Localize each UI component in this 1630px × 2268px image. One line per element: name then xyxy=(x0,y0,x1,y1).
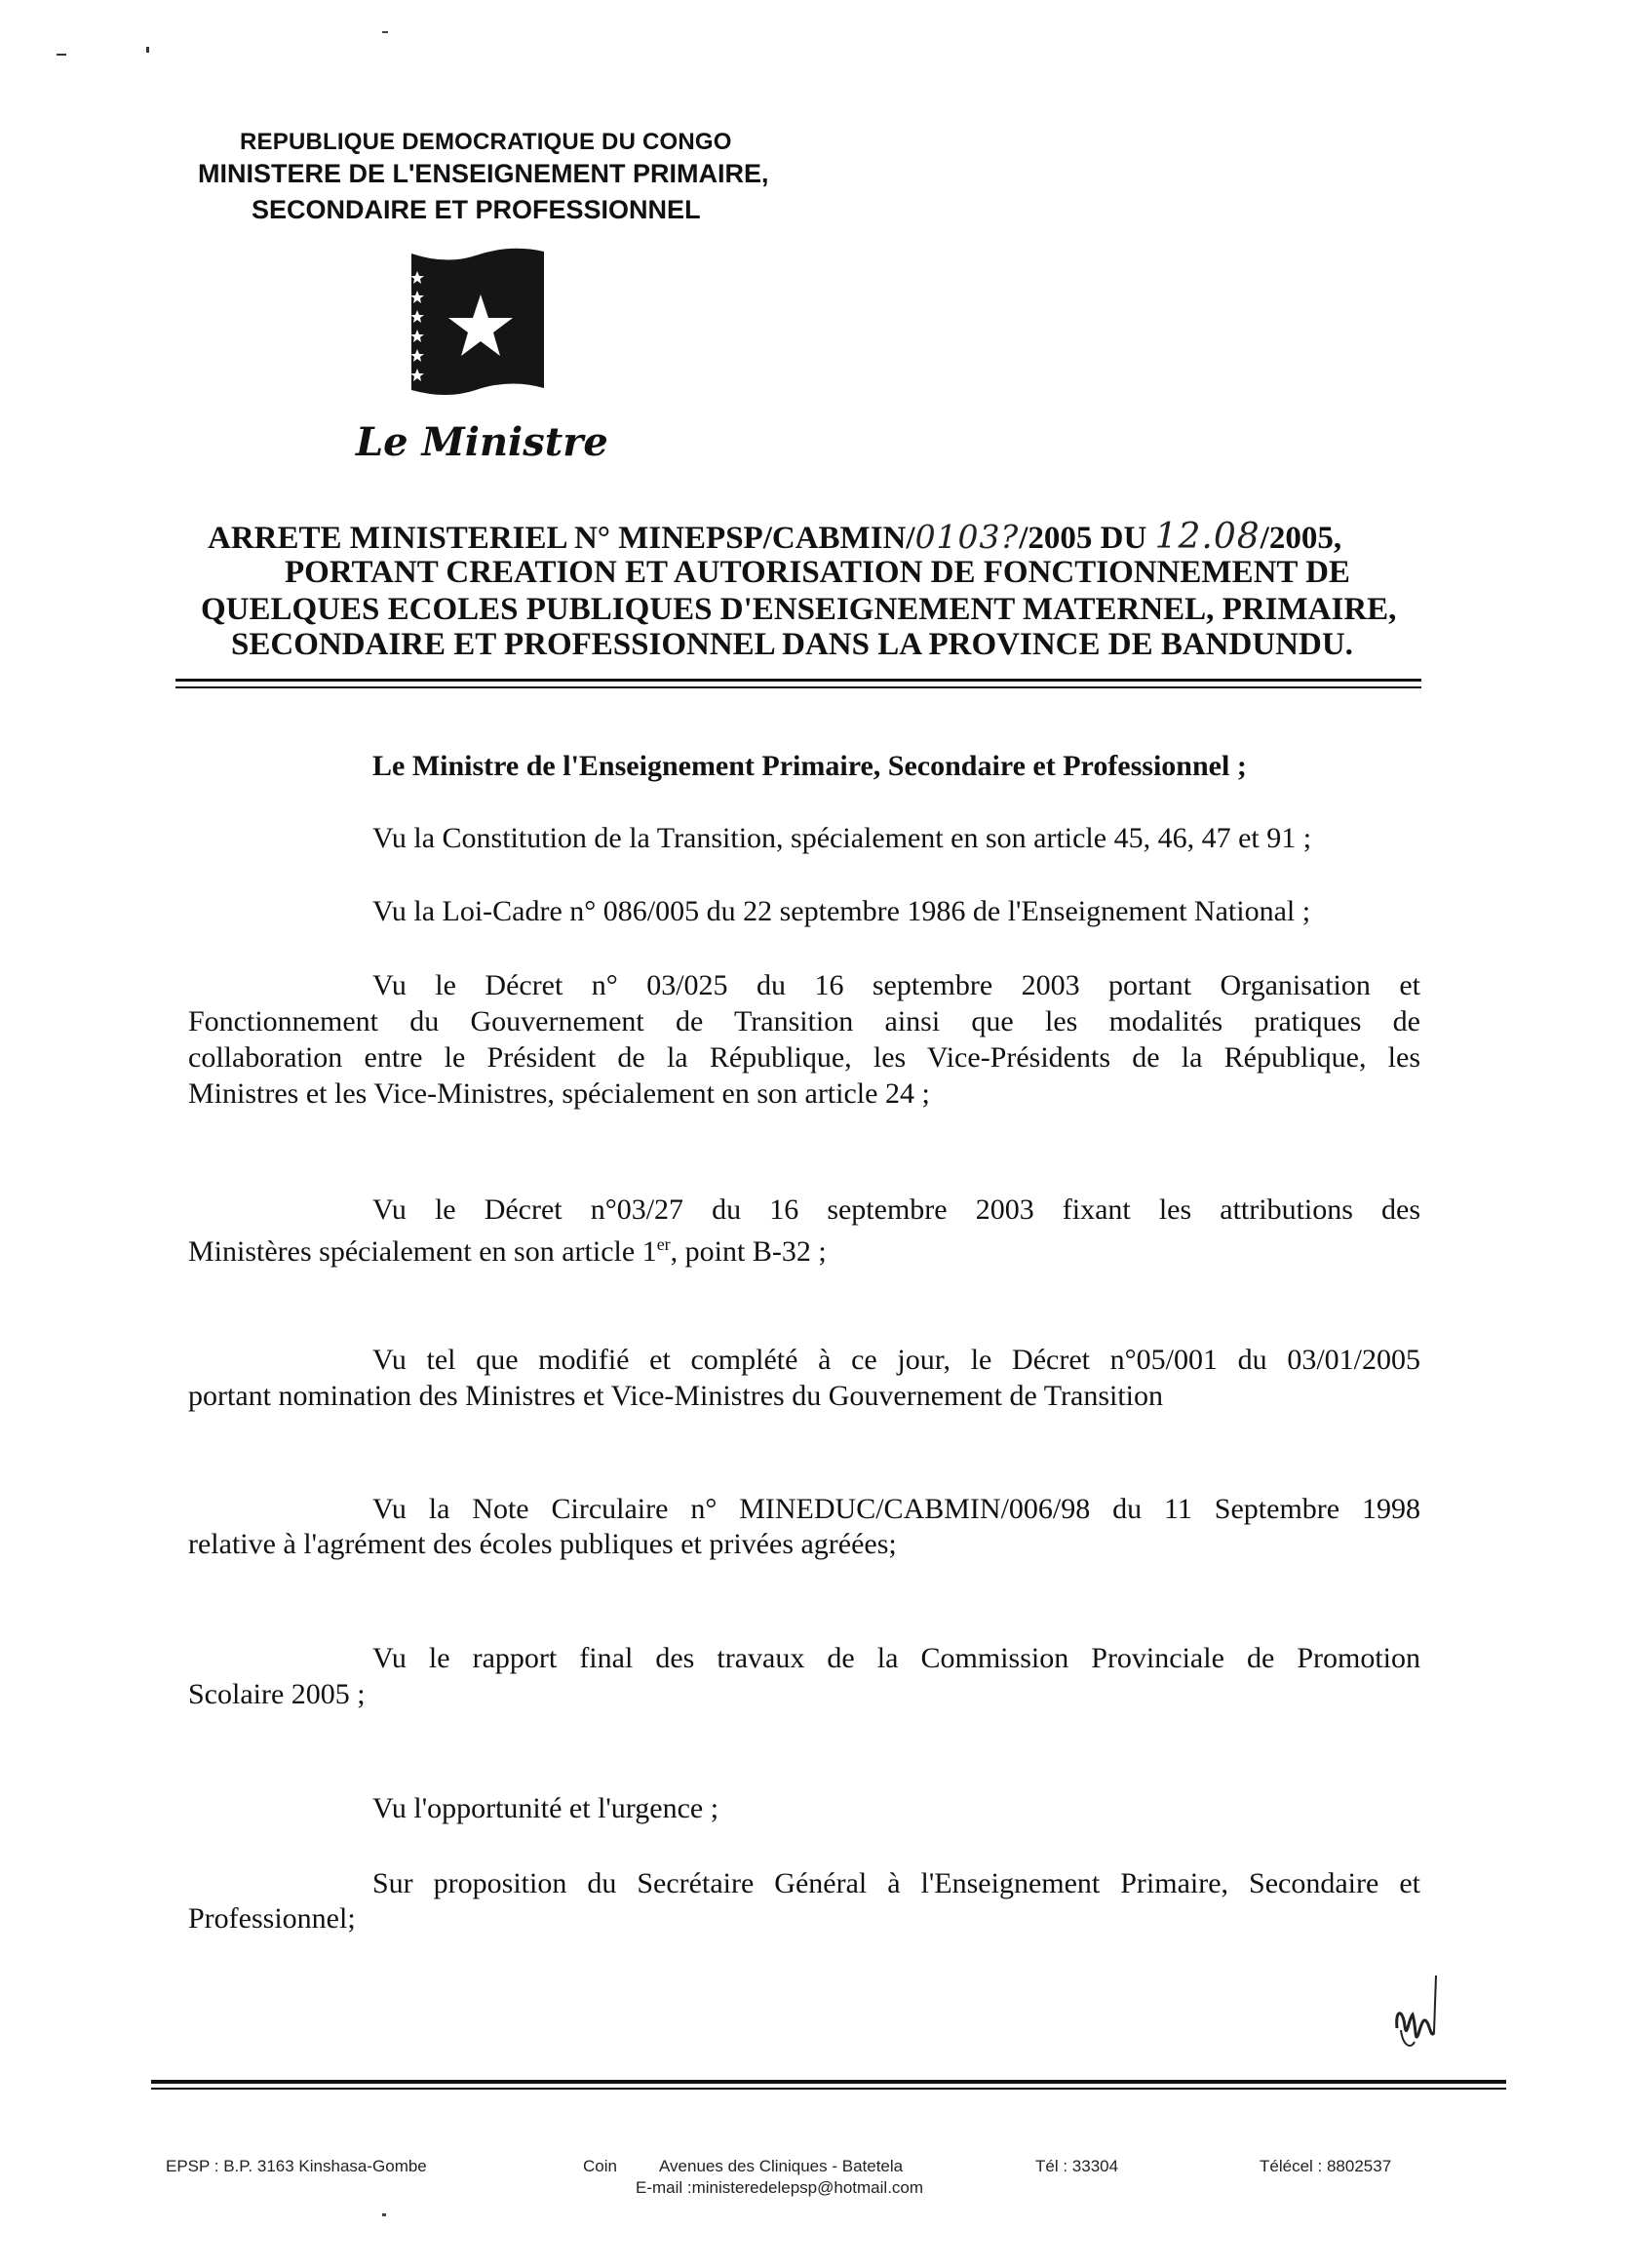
decree-date-handwritten: 12.08 xyxy=(1154,517,1261,557)
footer-avenues: Avenues des Cliniques - Batetela xyxy=(659,2157,904,2175)
proposition-secretaire-l2: Professionnel; xyxy=(188,1902,356,1935)
considerant-note-circulaire-l2: relative à l'agrément des écoles publiques et privées agréées; xyxy=(188,1528,897,1560)
decree-number-handwritten: 0103? xyxy=(914,518,1020,556)
considerant-rapport-l2: Scolaire 2005 ; xyxy=(188,1678,366,1710)
minister-signature-title: Le Ministre xyxy=(356,419,608,465)
ministry-name-cont: SECONDAIRE ET PROFESSIONNEL xyxy=(252,195,701,224)
preamble-heading: Le Ministre de l'Enseignement Primaire, Secondaire et Professionnel ; xyxy=(372,750,1247,782)
considerant-rapport-l1: Vu le rapport final des travaux de la Commission Provinciale de Promotion xyxy=(372,1642,1420,1674)
considerant-loi-cadre: Vu la Loi-Cadre n° 086/005 du 22 septembre 1986 de l'Enseignement National ; xyxy=(372,895,1311,927)
scan-speck xyxy=(382,2213,386,2216)
handwritten-initials xyxy=(1389,1970,1448,2057)
flag-icon xyxy=(408,244,554,410)
republic-name: REPUBLIQUE DEMOCRATIQUE DU CONGO xyxy=(240,129,732,155)
decree-year-suffix: /2005, xyxy=(1260,521,1342,556)
footer-rule-top xyxy=(151,2080,1506,2084)
scan-speck xyxy=(382,31,388,33)
footer-tel: Tél : 33304 xyxy=(1035,2157,1119,2175)
footer-rule-bottom xyxy=(151,2088,1506,2090)
decree-title-line2: PORTANT CREATION ET AUTORISATION DE FONCTIONNEMENT DE xyxy=(285,555,1350,590)
scan-speck xyxy=(146,47,149,53)
considerant-urgence: Vu l'opportunité et l'urgence ; xyxy=(372,1792,719,1824)
title-rule-bottom xyxy=(175,686,1421,688)
decret-03-27-point: , point B-32 ; xyxy=(670,1235,827,1268)
decree-number-prefix: ARRETE MINISTERIEL N° MINEPSP/CABMIN/ xyxy=(208,521,915,556)
initials-mark-icon xyxy=(1389,1970,1448,2057)
decree-date-prefix: /2005 DU xyxy=(1019,521,1155,556)
considerant-decret-03-025-l1: Vu le Décret n° 03/025 du 16 septembre 2003 portant Organisation et xyxy=(372,969,1420,1001)
decree-title-line4: SECONDAIRE ET PROFESSIONNEL DANS LA PROVINCE DE BANDUNDU. xyxy=(231,627,1353,662)
considerant-decret-03-025-l2: Fonctionnement du Gouvernement de Transition ainsi que les modalités pratiques de xyxy=(188,1005,1420,1037)
title-rule-top xyxy=(175,679,1421,682)
drc-flag-emblem xyxy=(408,244,554,410)
considerant-decret-05-001-l1: Vu tel que modifié et complété à ce jour, le Décret n°05/001 du 03/01/2005 xyxy=(372,1344,1420,1376)
considerant-decret-03-27-l1: Vu le Décret n°03/27 du 16 septembre 2003 fixant les attributions des xyxy=(372,1193,1420,1226)
footer-coin: Coin xyxy=(583,2157,617,2175)
decree-title-line1 xyxy=(208,519,1341,557)
decret-03-27-sup: er xyxy=(656,1234,671,1254)
footer-telecel: Télécel : 8802537 xyxy=(1260,2157,1392,2175)
considerant-decret-03-27-l2 xyxy=(188,1228,827,1269)
considerant-constitution: Vu la Constitution de la Transition, spécialement en son article 45, 46, 47 et 91 ; xyxy=(372,822,1312,854)
considerant-note-circulaire-l1: Vu la Note Circulaire n° MINEDUC/CABMIN/006/98 du 11 Septembre 1998 xyxy=(372,1493,1420,1525)
decree-title-line3: QUELQUES ECOLES PUBLIQUES D'ENSEIGNEMENT MATERNEL, PRIMAIRE, xyxy=(201,592,1397,627)
decret-03-27-text: Ministères spécialement en son article 1 xyxy=(188,1235,657,1268)
ministry-name: MINISTERE DE L'ENSEIGNEMENT PRIMAIRE, xyxy=(198,159,769,188)
considerant-decret-03-025-l3: collaboration entre le Président de la République, les Vice-Présidents de la République, les xyxy=(188,1041,1420,1074)
proposition-secretaire-l1: Sur proposition du Secrétaire Général à l'Enseignement Primaire, Secondaire et xyxy=(372,1867,1420,1899)
considerant-decret-05-001-l2: portant nomination des Ministres et Vice-Ministres du Gouvernement de Transition xyxy=(188,1380,1164,1412)
scan-speck xyxy=(57,54,66,56)
footer-email: E-mail :ministeredelepsp@hotmail.com xyxy=(636,2178,924,2197)
footer-address: EPSP : B.P. 3163 Kinshasa-Gombe xyxy=(166,2157,427,2175)
considerant-decret-03-025-l4: Ministres et les Vice-Ministres, spécialement en son article 24 ; xyxy=(188,1077,930,1110)
